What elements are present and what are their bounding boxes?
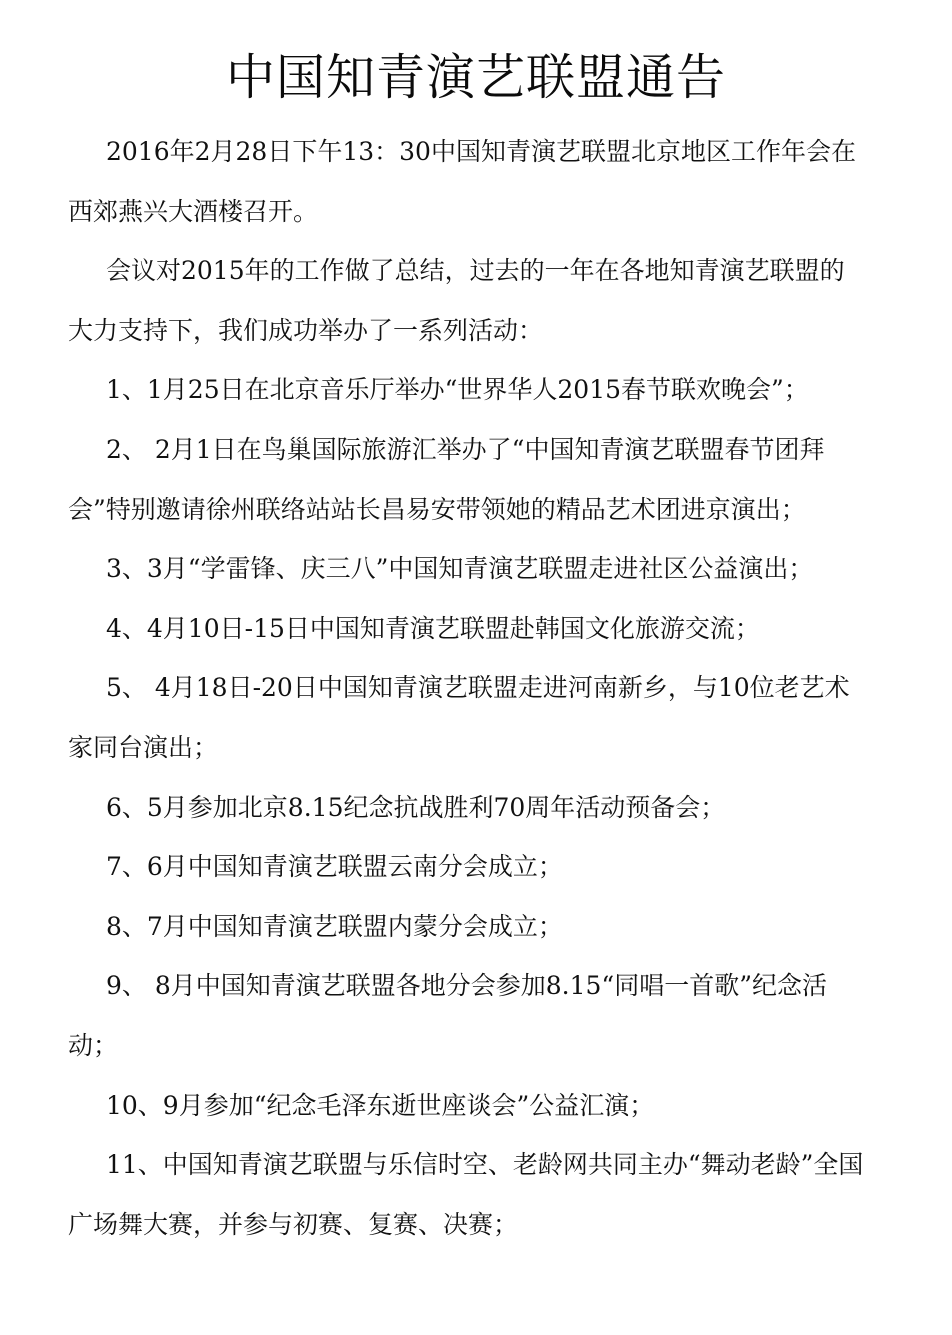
list-item-7: 7、6月中国知青演艺联盟云南分会成立； [106,852,563,882]
list-item-10: 10、9月参加“纪念毛泽东逝世座谈会”公益汇演； [106,1090,655,1120]
list-item-2: 2、 2月1日在鸟巢国际旅游汇举办了“中国知青演艺联盟春节团拜会”特别邀请徐州联络站站长昌易安带领她的精品艺术团进京演出； [68,434,825,524]
paragraph-meeting-info: 2016年2月28日下午13：30中国知青演艺联盟北京地区工作年会在西郊燕兴大酒楼召开。 [68,137,856,226]
list-item-4: 4、4月10日-15日中国知青演艺联盟赴韩国文化旅游交流； [106,613,760,643]
list-item-11: 11、中国知青演艺联盟与乐信时空、老龄网共同主办“舞动老龄”全国广场舞大赛，并参与初赛、复赛、决赛； [68,1150,864,1239]
list-item-8: 8、7月中国知青演艺联盟内蒙分会成立； [106,911,563,941]
paragraph-summary: 会议对2015年的工作做了总结，过去的一年在各地知青演艺联盟的大力支持下，我们成功举办了一系列活动： [68,256,845,345]
list-item-9: 9、 8月中国知青演艺联盟各地分会参加8.15“同唱一首歌”纪念活动； [68,971,827,1060]
list-item-3: 3、3月“学雷锋、庆三八”中国知青演艺联盟走进社区公益演出； [106,554,814,584]
list-item-6: 6、5月参加北京8.15纪念抗战胜利70周年活动预备会； [106,792,726,822]
list-item-5: 5、 4月18日-20日中国知青演艺联盟走进河南新乡，与10位老艺术家同台演出； [68,673,850,762]
notice-title: 中国知青演艺联盟通告 [225,49,726,106]
notice-body [68,122,868,1254]
list-item-1: 1、1月25日在北京音乐厅举办“世界华人2015春节联欢晚会”； [106,375,809,405]
